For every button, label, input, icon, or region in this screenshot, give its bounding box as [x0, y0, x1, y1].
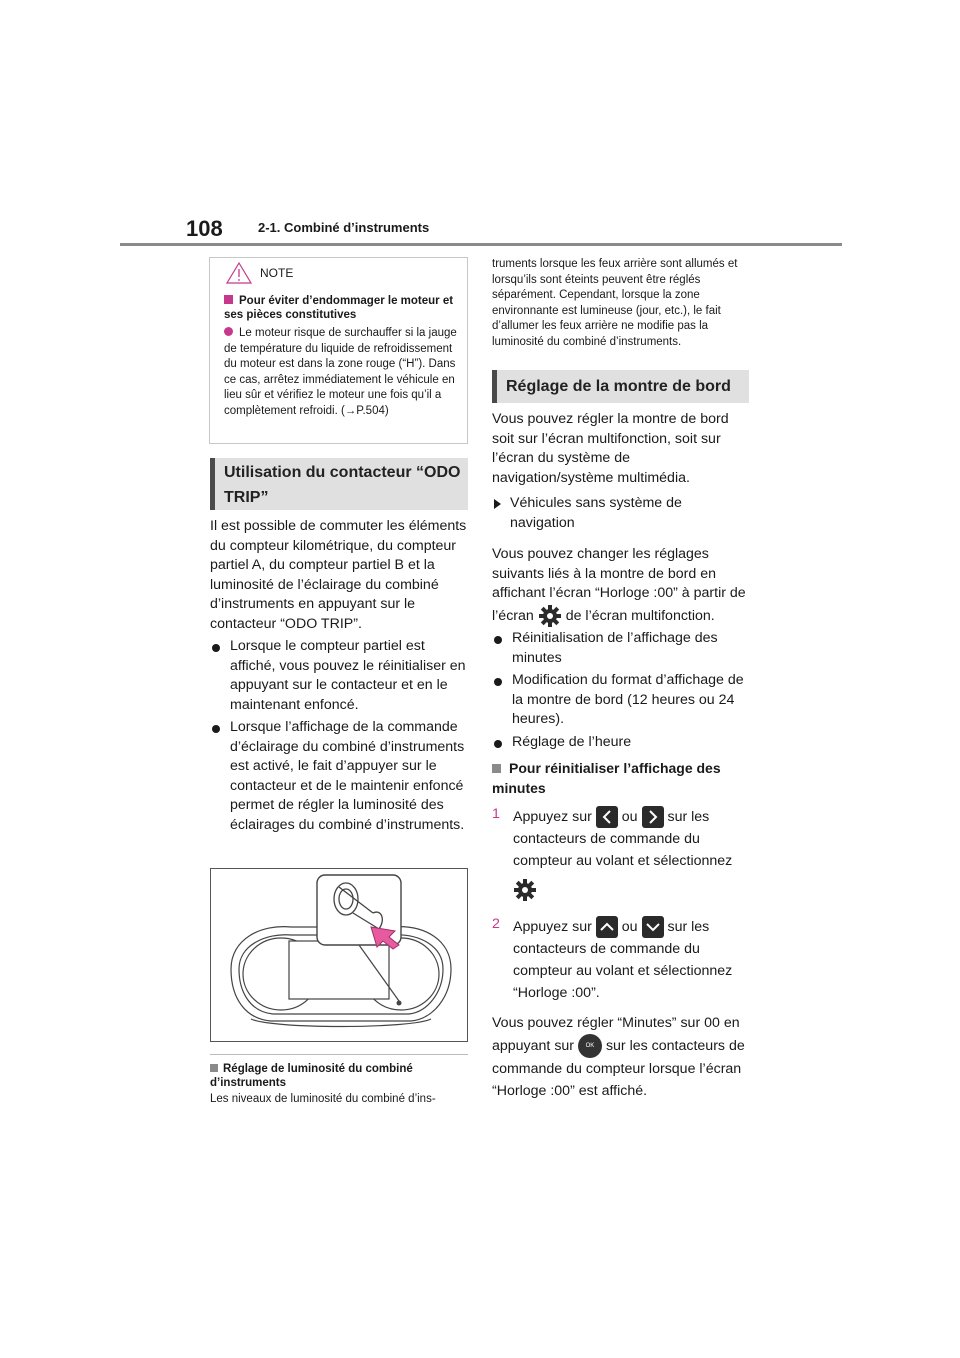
luminosity-heading: Réglage de luminosité du combiné d’instruments	[210, 1063, 413, 1089]
ok-button-icon: OK	[578, 1034, 602, 1058]
gear-icon	[538, 604, 562, 628]
triangle-bullet-icon	[494, 499, 501, 509]
square-bullet-icon	[492, 764, 501, 773]
square-bullet-icon	[224, 295, 233, 304]
square-bullet-icon	[210, 1064, 218, 1072]
reset-minutes-heading: Pour réinitialiser l’affichage des minutes	[492, 760, 721, 796]
note-body: Le moteur risque de surchauffer si la jauge de température du liquide de refroidissement du moteur est dans la zone rouge (“H”). Dans ce cas, arrêtez immédiatement le véhicule en lieu sûr et vérifiez le moteur une fois qu’il a complètement refroidi. (→P.504)	[224, 327, 457, 417]
bullet-icon	[212, 644, 220, 652]
warning-icon	[226, 261, 252, 285]
luminosity-text: Les niveaux de luminosité du combiné d’ins-	[210, 1093, 436, 1105]
chevron-up-icon	[596, 916, 618, 938]
chevron-left-icon	[596, 806, 618, 828]
step-number: 2	[492, 916, 500, 932]
instrument-cluster-figure	[210, 868, 468, 1042]
odo-intro: Il est possible de commuter les éléments du compteur kilométrique, du compteur partiel A, du compteur partiel B et la luminosité de l’éclairage du combiné d’instruments en appuyant sur le contacteur “ODO TRIP”.	[210, 518, 467, 632]
page-number: 108	[186, 216, 223, 241]
note-box	[209, 257, 468, 444]
instrument-cluster-illustration	[211, 869, 467, 1041]
clock-para2: Vous pouvez changer les réglages suivants liés à la montre de bord en affichant l’écran “Horloge :00” à partir de l’écran de l’écran multifonction.	[492, 545, 754, 628]
section-title: 2-1. Combiné d’instruments	[258, 220, 430, 235]
final-paragraph: Vous pouvez régler “Minutes” sur 00 en appuyant sur OK sur les contacteurs de commande du compteur lorsque l’écran “Horloge :00” est affiché.	[492, 1015, 745, 1099]
figure-rule	[210, 1054, 468, 1055]
step-number: 1	[492, 806, 500, 822]
odo-trip-heading: Utilisation du contacteur “ODO TRIP”	[210, 458, 468, 510]
gear-icon	[513, 878, 537, 902]
clock-heading: Réglage de la montre de bord	[492, 370, 749, 403]
clock-intro: Vous pouvez régler la montre de bord soit sur l’écran multifonction, soit sur l’écran du système de navigation/système multimédia.	[492, 411, 729, 486]
note-subheading: Pour éviter d’endommager le moteur et ses pièces constitutives	[224, 295, 454, 321]
bullet-icon	[494, 678, 502, 686]
note-title: NOTE	[260, 266, 294, 280]
header-rule	[120, 243, 842, 246]
bullet-icon	[212, 725, 220, 733]
round-bullet-icon	[224, 327, 233, 336]
chevron-down-icon	[642, 916, 664, 938]
bullet-icon	[494, 636, 502, 644]
chevron-right-icon	[642, 806, 664, 828]
luminosity-text-continued: truments lorsque les feux arrière sont allumés et lorsqu’ils sont éteints peuvent être réglés séparément. Cependant, lorsque la zone environnante est lumineuse (jour, etc.), le fait d’allumer les feux arrière ne modifie pas la luminosité du combiné d’instruments.	[492, 258, 738, 348]
bullet-icon	[494, 740, 502, 748]
